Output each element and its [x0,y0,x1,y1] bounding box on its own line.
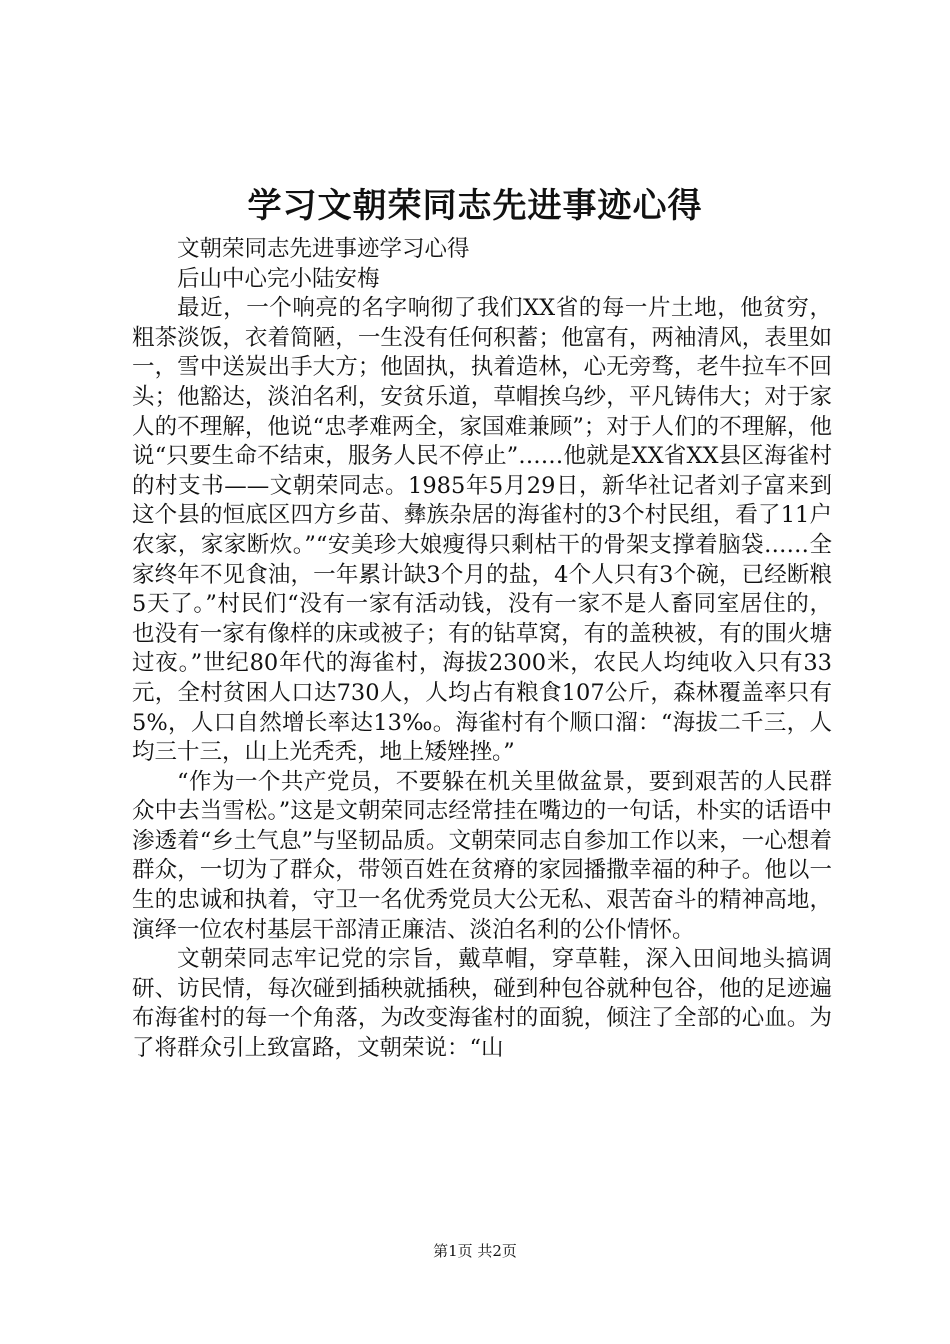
body-paragraph: 文朝荣同志牢记党的宗旨，戴草帽，穿草鞋，深入田间地头搞调研、访民情，每次碰到插秧就插秧，碰到种包谷就种包谷，他的足迹遍布海雀村的每一个角落，为改变海雀村的面貌，倾注了全部的心血。为了将群众引上致富路，文朝荣说：“山 [132,946,832,1062]
body-paragraph: 最近，一个响亮的名字响彻了我们XX省的每一片土地，他贫穷，粗茶淡饭，衣着简陋，一生没有任何积蓄；他富有，两袖清风，表里如一，雪中送炭出手大方；他固执，执着造林，心无旁骛，老牛拉车不回头；他豁达，淡泊名利，安贫乐道，草帽挨乌纱，平凡铸伟大；对于家人的不理解，他说“忠孝难两全，家国难兼顾”；对于人们的不理解，他说“只要生命不结束，服务人民不停止”……他就是XX省XX县区海雀村的村支书——文朝荣同志。1985年5月29日，新华社记者刘子富来到这个县的恒底区四方乡苗、彝族杂居的海雀村的3个村民组，看了11户农家，家家断炊。”“安美珍大娘瘦得只剩枯干的骨架支撑着脑袋……全家终年不见食油，一年累计缺3个月的盐，4个人只有3个碗，已经断粮5天了。”村民们“没有一家有活动钱，没有一家不是人畜同室居住的，也没有一家有像样的床或被子；有的钻草窝，有的盖秧被，有的围火塘过夜。”世纪80年代的海雀村，海拔2300米，农民人均纯收入只有33元，全村贫困人口达730人，人均占有粮食107公斤，森林覆盖率只有5%，人口自然增长率达13‰。海雀村有个顺口溜：“海拔二千三，人均三十三，山上光秃秃，地上矮矬挫。” [132,295,832,766]
body-paragraph: “作为一个共产党员，不要躲在机关里做盆景，要到艰苦的人民群众中去当雪松。”这是文朝荣同志经常挂在嘴边的一句话，朴实的话语中渗透着“乡土气息”与坚韧品质。文朝荣同志自参加工作以来，一心想着群众，一切为了群众，带领百姓在贫瘠的家园播撒幸福的种子。他以一生的忠诚和执着，守卫一名优秀党员大公无私、艰苦奋斗的精神高地，演绎一位农村基层干部清正廉洁、淡泊名利的公仆情怀。 [132,768,832,943]
document-body [132,235,832,1064]
page-number-footer: 第1页 共2页 [433,1242,517,1260]
subtitle-paragraph: 文朝荣同志先进事迹学习心得 [177,236,470,262]
author-paragraph: 后山中心完小陆安梅 [177,265,380,292]
document-title: 学习文朝荣同志先进事迹心得 [247,186,703,226]
